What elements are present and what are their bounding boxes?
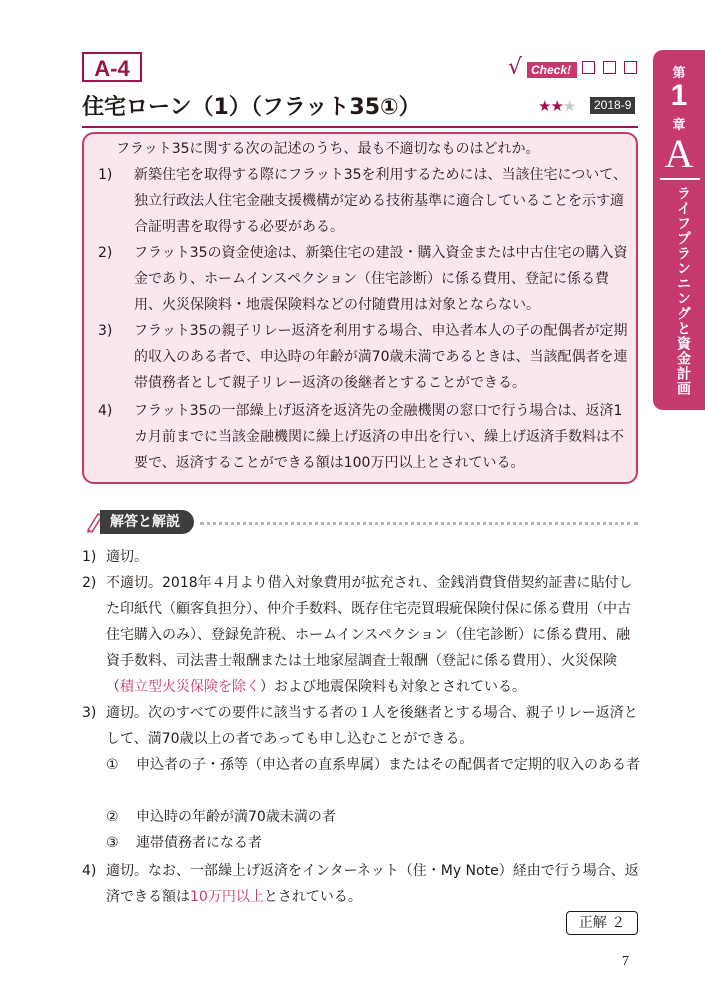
requirement-text: 連帯債務者になる者 xyxy=(136,835,262,851)
chapter-dai: 第 xyxy=(672,66,686,81)
answer-item-text: ）および地震保険料も対象とされている。 xyxy=(260,679,526,695)
question-item-text: 新築住宅を取得する際にフラット35を利用するためには、当該住宅について、独立行政法人住宅金融支援機構が定める技術基準に適合していることを示す適合証明書を取得する必要がある。 xyxy=(134,167,627,235)
answer-item-3 xyxy=(82,700,642,752)
answer-highlight: 積立型火災保険を除く xyxy=(120,679,260,695)
answer-item-text: 不適切。2018年４月より借入対象費用が拡充され、金銭消費貸借契約証書に貼付した印紙代（顧客負担分）、仲介手数料、既存住宅売買瑕疵保険付保に係る費用（中古住宅購入のみ）、登録免許税、ホームインスペクション（住宅診断）に係る費用、融資手数料、司法書士報酬または土地家屋調査士報酬（登記に係る費用）、火災保険（ xyxy=(106,575,633,695)
answer-item-number: 3) xyxy=(82,705,97,721)
difficulty-stars xyxy=(538,96,575,116)
question-item-1 xyxy=(98,162,628,240)
answer-item-number: 2) xyxy=(82,575,97,591)
question-number: A-4 xyxy=(82,52,142,82)
dotted-divider xyxy=(200,522,638,525)
question-stem: フラット35に関する次の記述のうち、最も不適切なものはどれか。 xyxy=(116,141,540,157)
chapter-tab-divider xyxy=(660,178,700,180)
requirement-item-2 xyxy=(106,804,646,830)
star-filled-icon: ★ xyxy=(550,97,563,115)
question-item-number: 3) xyxy=(98,323,113,339)
checkmark-icon: √ xyxy=(508,55,523,80)
title-divider xyxy=(82,126,638,128)
requirement-text: 申込者の子・孫等（申込者の直系卑属）またはその配偶者で定期的収入のある者 xyxy=(136,757,640,773)
question-item-2 xyxy=(98,240,628,318)
star-filled-icon: ★ xyxy=(538,97,551,115)
requirement-item-3 xyxy=(106,830,646,856)
answer-item-text: 適切。次のすべての要件に該当する者の１人を後継者とする場合、親子リレー返済として、満70歳以上の者であっても申し込むことができる。 xyxy=(106,705,638,747)
page-number: 7 xyxy=(622,954,629,969)
exam-date-badge: 2018-9 xyxy=(590,97,635,114)
check-label: Check! xyxy=(527,62,577,78)
chapter-title: ライフプランニングと資金計画 xyxy=(675,186,691,396)
requirement-text: 申込時の年齢が満70歳未満の者 xyxy=(136,809,336,825)
requirement-item-1 xyxy=(106,752,646,778)
check-box-3[interactable] xyxy=(624,61,637,74)
requirement-number: ② xyxy=(106,809,119,825)
question-item-number: 4) xyxy=(98,403,113,419)
answer-item-number: 1) xyxy=(82,549,97,565)
answer-item-number: 4) xyxy=(82,863,97,879)
answer-highlight: 10万円以上 xyxy=(190,889,264,905)
check-box-2[interactable] xyxy=(603,61,616,74)
answer-item-4 xyxy=(82,858,642,910)
question-item-text: フラット35の一部繰上げ返済を返済先の金融機関の窓口で行う場合は、返済1カ月前までに当該金融機関に繰上げ返済の申出を行い、繰上げ返済手数料は不要で、返済することができる額は100万円以上とされている。 xyxy=(134,403,624,471)
question-item-number: 1) xyxy=(98,167,113,183)
question-item-number: 2) xyxy=(98,245,113,261)
question-item-4 xyxy=(98,398,628,476)
answer-item-1 xyxy=(82,544,642,570)
requirement-number: ③ xyxy=(106,835,119,851)
answer-item-2 xyxy=(82,570,642,700)
star-empty-icon: ★ xyxy=(562,97,576,115)
question-item-3 xyxy=(98,318,628,396)
question-item-text: フラット35の資金使途は、新築住宅の建設・購入資金または中古住宅の購入資金であり、ホームインスペクション（住宅診断）に係る費用、登記に係る費用、火災保険料・地震保険料などの付随費用は対象とならない。 xyxy=(134,245,628,313)
answer-item-text: 適切。なお、一部繰上げ返済をインターネット（住・My Note）経由で行う場合、返済できる額は xyxy=(106,863,639,905)
check-box-1[interactable] xyxy=(582,61,595,74)
chapter-sho: 章 xyxy=(672,118,686,133)
chapter-letter: A xyxy=(664,131,694,176)
answer-section-label: 解答と解説 xyxy=(100,510,194,534)
answer-item-text: 適切。 xyxy=(106,549,148,565)
question-item-text: フラット35の親子リレー返済を利用する場合、申込者本人の子の配偶者が定期的収入のある者で、申込時の年齢が満70歳未満であるときは、当該配偶者を連帯債務者として親子リレー返済の後継者とすることができる。 xyxy=(134,323,628,391)
requirement-number: ① xyxy=(106,757,119,773)
page-title: 住宅ローン（1）（フラット35①） xyxy=(82,95,421,120)
chapter-number: 1 xyxy=(670,79,688,112)
correct-answer-box: 正解 ２ xyxy=(566,911,638,935)
answer-item-text: とされている。 xyxy=(263,889,362,905)
